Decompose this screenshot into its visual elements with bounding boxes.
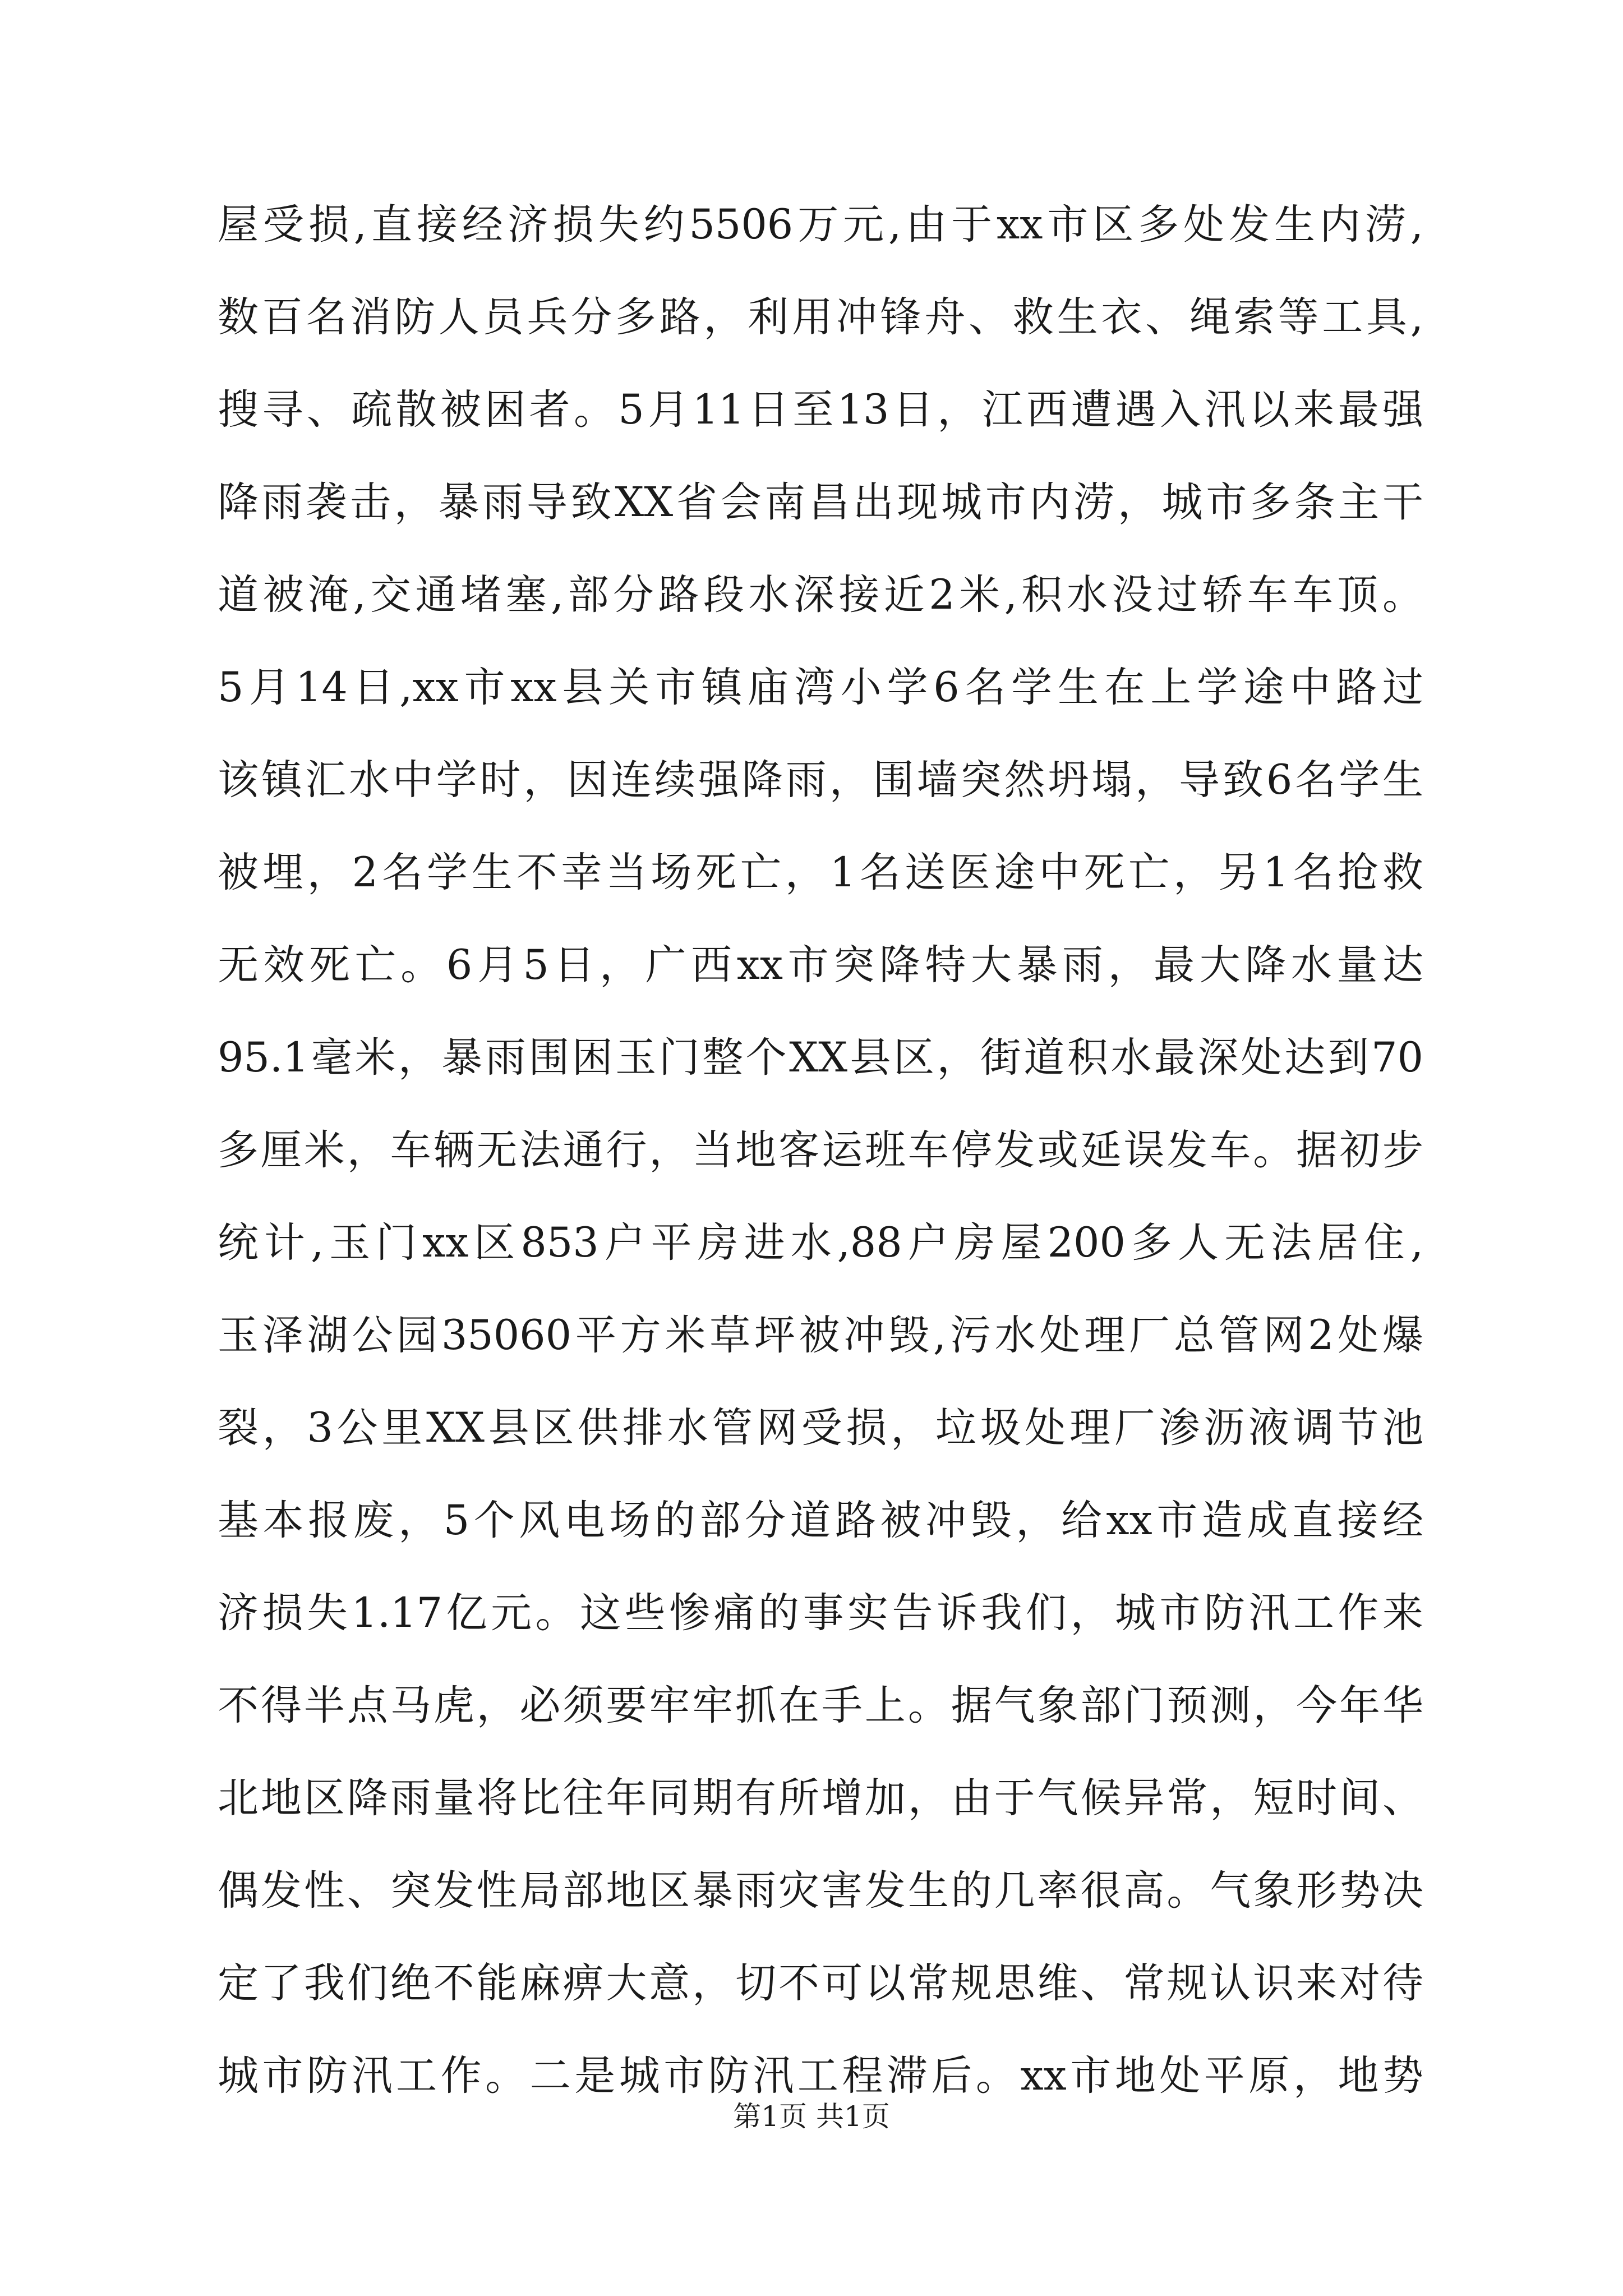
page-number-label: 第1页 共1页 [733, 2100, 890, 2133]
text-line: 定了我们绝不能麻痹大意，切不可以常规思维、常规认识来对待 [218, 1959, 1423, 2007]
text-line: 屋受损,直接经济损失约5506万元,由于xx市区多处发生内涝, [218, 201, 1423, 249]
text-line: 道被淹,交通堵塞,部分路段水深接近2米,积水没过轿车车顶。 [218, 571, 1423, 619]
text-line: 城市防汛工作。二是城市防汛工程滞后。xx市地处平原，地势 [218, 2052, 1423, 2100]
text-line: 基本报废，5个风电场的部分道路被冲毁，给xx市造成直接经 [218, 1497, 1423, 1544]
text-line: 偶发性、突发性局部地区暴雨灾害发生的几率很高。气象形势决 [218, 1867, 1423, 1915]
text-line: 裂，3公里XX县区供排水管网受损，垃圾处理厂渗沥液调节池 [218, 1404, 1423, 1452]
text-line: 统计,玉门xx区853户平房进水,88户房屋200多人无法居住, [218, 1219, 1423, 1267]
body-text [218, 178, 1423, 2122]
text-line: 北地区降雨量将比往年同期有所增加，由于气候异常，短时间、 [218, 1774, 1423, 1822]
text-line: 5月14日,xx市xx县关市镇庙湾小学6名学生在上学途中路过 [218, 664, 1423, 711]
text-line: 降雨袭击，暴雨导致XX省会南昌出现城市内涝，城市多条主干 [218, 478, 1423, 526]
text-line: 95.1毫米，暴雨围困玉门整个XX县区，街道积水最深处达到70 [218, 1034, 1423, 1082]
text-line: 不得半点马虎，必须要牢牢抓在手上。据气象部门预测，今年华 [218, 1682, 1423, 1729]
text-line: 无效死亡。6月5日，广西xx市突降特大暴雨，最大降水量达 [218, 941, 1423, 989]
text-line: 玉泽湖公园35060平方米草坪被冲毁,污水处理厂总管网2处爆 [218, 1312, 1423, 1359]
text-line: 搜寻、疏散被困者。5月11日至13日，江西遭遇入汛以来最强 [218, 386, 1423, 434]
text-line: 该镇汇水中学时，因连续强降雨，围墙突然坍塌，导致6名学生 [218, 756, 1423, 804]
text-line: 数百名消防人员兵分多路，利用冲锋舟、救生衣、绳索等工具, [218, 293, 1423, 341]
text-line: 多厘米，车辆无法通行，当地客运班车停发或延误发车。据初步 [218, 1126, 1423, 1174]
page-footer [0, 2097, 1623, 2136]
text-line: 济损失1.17亿元。这些惨痛的事实告诉我们，城市防汛工作来 [218, 1589, 1423, 1637]
text-line: 被埋，2名学生不幸当场死亡，1名送医途中死亡，另1名抢救 [218, 849, 1423, 896]
